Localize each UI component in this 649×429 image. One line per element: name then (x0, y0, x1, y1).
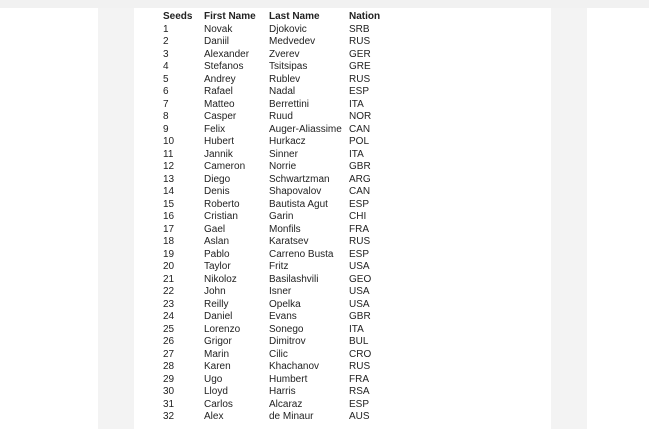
cell-nation: FRA (349, 223, 369, 235)
table-row (163, 374, 389, 387)
cell-first-name: Ugo (204, 373, 223, 385)
table-row (163, 324, 389, 337)
cell-nation: FRA (349, 373, 369, 385)
cell-last-name: Bautista Agut (269, 198, 328, 210)
cell-nation: RUS (349, 73, 371, 85)
header-first-name: First Name (204, 11, 256, 22)
table-row (163, 286, 389, 299)
cell-seed: 10 (163, 136, 175, 147)
cell-seed: 11 (163, 148, 174, 160)
table-row (163, 274, 389, 287)
cell-first-name: Marin (204, 348, 230, 360)
cell-seed: 1 (163, 23, 169, 35)
cell-nation: ESP (349, 398, 370, 410)
top-strip (0, 0, 649, 8)
cell-last-name: Basilashvili (269, 273, 319, 285)
cell-nation: NOR (349, 111, 372, 122)
table-row (163, 186, 389, 199)
cell-first-name: Alex (204, 411, 224, 422)
table-row (163, 149, 389, 162)
cell-seed: 21 (163, 273, 175, 285)
cell-nation: USA (349, 298, 370, 310)
table-row (163, 361, 389, 374)
cell-first-name: Jannik (204, 148, 233, 160)
cell-last-name: Hurkacz (269, 136, 306, 147)
cell-nation: ESP (349, 86, 370, 97)
cell-first-name: Cristian (204, 211, 238, 222)
cell-nation: BUL (349, 336, 369, 347)
cell-first-name: Rafael (204, 86, 233, 97)
table-row (163, 174, 389, 187)
cell-first-name: Cameron (204, 161, 246, 172)
table-row (163, 49, 389, 62)
cell-seed: 12 (163, 161, 175, 172)
cell-nation: GBR (349, 161, 371, 172)
cell-first-name: Karen (204, 361, 231, 372)
cell-last-name: de Minaur (269, 411, 314, 422)
table-header (163, 11, 389, 24)
cell-seed: 24 (163, 311, 175, 322)
cell-last-name: Carreno Busta (269, 248, 334, 260)
cell-last-name: Auger-Aliassime (269, 123, 342, 135)
cell-seed: 23 (163, 298, 175, 310)
cell-first-name: Denis (204, 186, 230, 197)
right-gutter (551, 8, 587, 429)
cell-nation: SRB (349, 23, 370, 35)
cell-nation: RUS (349, 361, 371, 372)
table-row (163, 199, 389, 212)
cell-first-name: Gael (204, 223, 226, 235)
table-row (163, 136, 389, 149)
cell-last-name: Tsitsipas (269, 61, 308, 72)
cell-last-name: Opelka (269, 298, 301, 310)
cell-seed: 13 (163, 173, 175, 185)
header-nation: Nation (349, 11, 381, 22)
cell-last-name: Monfils (269, 223, 301, 235)
cell-nation: CAN (349, 123, 371, 135)
cell-nation: CRO (349, 348, 372, 360)
cell-first-name: Taylor (204, 261, 231, 272)
cell-seed: 15 (163, 198, 175, 210)
cell-seed: 20 (163, 261, 175, 272)
cell-first-name: Novak (204, 23, 233, 35)
cell-first-name: Aslan (204, 236, 230, 247)
table-row (163, 399, 389, 412)
cell-first-name: Stefanos (204, 61, 244, 72)
cell-last-name: Alcaraz (269, 398, 303, 410)
cell-nation: USA (349, 286, 370, 297)
cell-last-name: Zverev (269, 48, 300, 60)
cell-nation: ARG (349, 173, 371, 185)
table-row (163, 61, 389, 74)
cell-last-name: Karatsev (269, 236, 309, 247)
cell-first-name: Daniel (204, 311, 233, 322)
cell-seed: 25 (163, 323, 175, 335)
table-row (163, 249, 389, 262)
left-gutter (98, 8, 134, 429)
cell-nation: ITA (349, 98, 364, 110)
cell-last-name: Fritz (269, 261, 289, 272)
cell-last-name: Dimitrov (269, 336, 306, 347)
cell-nation: CAN (349, 186, 371, 197)
cell-first-name: Casper (204, 111, 237, 122)
cell-first-name: Reilly (204, 298, 229, 310)
table-row (163, 299, 389, 312)
cell-nation: GER (349, 48, 371, 60)
table-row (163, 161, 389, 174)
cell-nation: GRE (349, 61, 371, 72)
table-row (163, 349, 389, 362)
table-row (163, 74, 389, 87)
cell-seed: 5 (163, 73, 169, 85)
cell-last-name: Djokovic (269, 23, 307, 35)
cell-first-name: Felix (204, 123, 226, 135)
table-row (163, 311, 389, 324)
table-row (163, 211, 389, 224)
cell-seed: 28 (163, 361, 175, 372)
cell-first-name: Roberto (204, 198, 240, 210)
cell-last-name: Humbert (269, 373, 308, 385)
cell-nation: RUS (349, 236, 371, 247)
cell-seed: 16 (163, 211, 175, 222)
cell-seed: 29 (163, 373, 175, 385)
table-row (163, 99, 389, 112)
cell-first-name: Pablo (204, 248, 230, 260)
seeds-table (163, 11, 389, 424)
cell-first-name: John (204, 286, 226, 297)
table-row (163, 261, 389, 274)
cell-seed: 6 (163, 86, 169, 97)
cell-seed: 22 (163, 286, 175, 297)
cell-seed: 26 (163, 336, 175, 347)
table-row (163, 124, 389, 137)
cell-seed: 8 (163, 111, 169, 122)
cell-nation: ITA (349, 323, 364, 335)
cell-last-name: Evans (269, 311, 297, 322)
cell-last-name: Cilic (269, 348, 288, 360)
cell-nation: POL (349, 136, 370, 147)
cell-seed: 3 (163, 48, 169, 60)
cell-nation: ESP (349, 198, 370, 210)
cell-seed: 30 (163, 386, 175, 397)
header-last-name: Last Name (269, 11, 320, 22)
cell-seed: 17 (163, 223, 175, 235)
table-row (163, 111, 389, 124)
cell-nation: GEO (349, 273, 372, 285)
cell-seed: 19 (163, 248, 175, 260)
table-row (163, 24, 389, 37)
cell-first-name: Alexander (204, 48, 250, 60)
header-row (163, 11, 389, 24)
table-body (163, 24, 389, 424)
cell-nation: CHI (349, 211, 367, 222)
cell-first-name: Matteo (204, 98, 235, 110)
cell-first-name: Andrey (204, 73, 236, 85)
cell-last-name: Khachanov (269, 361, 320, 372)
cell-first-name: Hubert (204, 136, 235, 147)
cell-nation: USA (349, 261, 370, 272)
cell-nation: RUS (349, 36, 371, 47)
cell-first-name: Diego (204, 173, 231, 185)
cell-last-name: Sinner (269, 148, 298, 160)
cell-last-name: Isner (269, 286, 292, 297)
cell-first-name: Daniil (204, 36, 230, 47)
cell-nation: ESP (349, 248, 370, 260)
header-seeds: Seeds (163, 11, 193, 22)
cell-first-name: Grigor (204, 336, 232, 347)
cell-last-name: Nadal (269, 86, 296, 97)
cell-last-name: Medvedev (269, 36, 316, 47)
cell-first-name: Lloyd (204, 386, 228, 397)
cell-last-name: Garin (269, 211, 294, 222)
table-row (163, 386, 389, 399)
cell-seed: 31 (163, 398, 175, 410)
cell-seed: 9 (163, 123, 169, 135)
cell-last-name: Sonego (269, 323, 304, 335)
table-row (163, 236, 389, 249)
cell-last-name: Ruud (269, 111, 293, 122)
cell-last-name: Rublev (269, 73, 301, 85)
cell-nation: RSA (349, 386, 370, 397)
content-area (134, 8, 551, 429)
table-row (163, 411, 389, 424)
cell-last-name: Schwartzman (269, 173, 330, 185)
cell-seed: 2 (163, 36, 169, 47)
cell-first-name: Carlos (204, 398, 233, 410)
cell-first-name: Lorenzo (204, 323, 241, 335)
table-row (163, 224, 389, 237)
cell-seed: 27 (163, 348, 175, 360)
cell-nation: GBR (349, 311, 371, 322)
table-row (163, 336, 389, 349)
cell-last-name: Norrie (269, 161, 297, 172)
cell-seed: 18 (163, 236, 175, 247)
cell-seed: 4 (163, 61, 169, 72)
cell-nation: ITA (349, 148, 364, 160)
table-row (163, 36, 389, 49)
cell-first-name: Nikoloz (204, 273, 237, 285)
cell-nation: AUS (349, 411, 370, 422)
cell-last-name: Berrettini (269, 98, 310, 110)
cell-seed: 14 (163, 186, 175, 197)
cell-last-name: Harris (269, 386, 296, 397)
table-row (163, 86, 389, 99)
cell-seed: 7 (163, 98, 169, 110)
cell-last-name: Shapovalov (269, 186, 322, 197)
cell-seed: 32 (163, 411, 175, 422)
